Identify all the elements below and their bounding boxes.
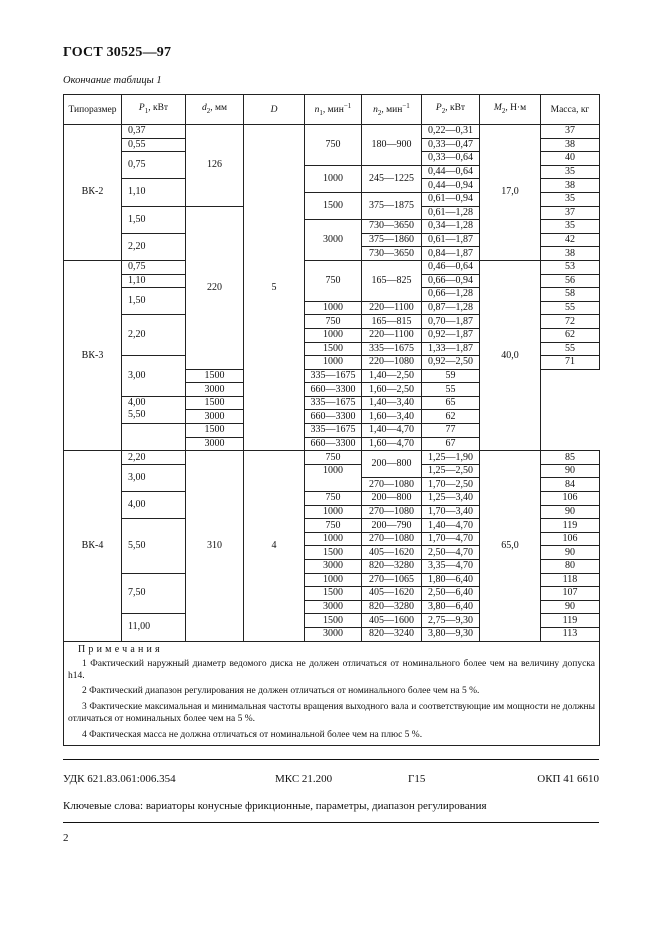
p2-cell: 1,25—1,90	[422, 451, 480, 465]
mass-cell: 118	[541, 573, 600, 587]
n2-cell: 820—3280	[362, 560, 422, 574]
n2-cell: 730—3650	[362, 220, 422, 234]
n1-cell: 1500	[186, 396, 244, 410]
n1-cell: 750	[305, 519, 362, 533]
n1-cell: 1500	[305, 614, 362, 628]
mass-cell: 90	[541, 505, 600, 519]
n1-cell: 1500	[305, 587, 362, 601]
mass-cell: 35	[541, 220, 600, 234]
p2-cell: 0,44—0,94	[422, 179, 480, 193]
mass-cell: 80	[541, 560, 600, 574]
n1-cell: 1000	[305, 356, 362, 370]
p1-cell: 0,55	[122, 138, 186, 152]
p2-cell: 1,70—4,70	[422, 532, 480, 546]
n1-cell: 1500	[186, 424, 244, 438]
p2-cell: 1,40—4,70	[422, 519, 480, 533]
mks-code: МКС 21.200	[275, 773, 333, 785]
mass-cell: 90	[541, 546, 600, 560]
n2-cell: 270—1080	[362, 505, 422, 519]
mass-cell: 58	[541, 288, 600, 302]
mass-cell: 37	[541, 125, 600, 139]
mass-cell: 84	[541, 478, 600, 492]
n1-cell: 750	[305, 260, 362, 301]
document-title: ГОСТ 30525—97	[63, 45, 172, 60]
data-table	[63, 94, 600, 746]
p2-cell: 0,92—2,50	[422, 356, 480, 370]
n1-cell: 3000	[186, 437, 244, 451]
m2-cell: 17,0	[480, 125, 541, 261]
p1-cell: 11,00	[122, 614, 186, 641]
p2-cell: 1,60—4,70	[362, 437, 422, 451]
mass-cell: 38	[541, 179, 600, 193]
type-cell: ВК-3	[64, 260, 122, 450]
p1-cell	[122, 396, 186, 423]
n2-cell: 820—3240	[362, 627, 422, 641]
notes-row	[64, 641, 600, 745]
n1-cell: 750	[305, 492, 362, 506]
header-d: D	[244, 95, 305, 125]
header-d2: $d_2$, мм	[186, 95, 244, 125]
p2-cell: 0,61—1,28	[422, 206, 480, 220]
p2-cell: 0,33—0,47	[422, 138, 480, 152]
n2-cell: 180—900	[362, 125, 422, 166]
n2-cell: 335—1675	[362, 342, 422, 356]
n2-cell: 200—790	[362, 519, 422, 533]
mass-cell: 35	[541, 192, 600, 206]
mass-cell: 113	[541, 627, 600, 641]
n1-cell: 1000	[305, 165, 362, 192]
n2-cell: 375—1860	[362, 233, 422, 247]
table-row	[64, 125, 600, 139]
n1-cell: 1500	[186, 369, 244, 383]
d2-cell: 310	[186, 451, 244, 641]
header-p2: $P_2$, кВт	[422, 95, 480, 125]
p2-cell: 0,34—1,28	[422, 220, 480, 234]
p2-cell: 0,33—0,64	[422, 152, 480, 166]
n2-cell: 660—3300	[305, 383, 362, 397]
n1-cell: 3000	[305, 600, 362, 614]
mass-cell: 72	[541, 315, 600, 329]
note-item: 2 Фактический диапазон регулирования не должен отличаться от номинального более чем на 5 %.	[82, 686, 480, 697]
table-row	[64, 260, 600, 274]
mass-cell: 38	[541, 247, 600, 261]
mass-cell: 106	[541, 492, 600, 506]
mass-cell: 35	[541, 165, 600, 179]
n2-cell: 660—3300	[305, 410, 362, 424]
n2-cell: 165—825	[362, 260, 422, 301]
n2-cell: 660—3300	[305, 437, 362, 451]
p2-cell: 1,70—2,50	[422, 478, 480, 492]
mass-cell: 38	[541, 138, 600, 152]
mass-cell: 119	[541, 519, 600, 533]
mass-cell: 67	[422, 437, 480, 451]
n1-cell: 1000	[305, 464, 362, 491]
mass-cell: 65	[422, 396, 480, 410]
p1-cell: 1,10	[122, 274, 186, 288]
p2-cell: 0,87—1,28	[422, 301, 480, 315]
p1-cell: 2,20	[122, 315, 186, 356]
p2-cell: 2,75—9,30	[422, 614, 480, 628]
n1-cell: 1000	[305, 328, 362, 342]
page-number: 2	[63, 832, 69, 844]
p2-cell: 3,80—9,30	[422, 627, 480, 641]
n1-cell: 3000	[186, 410, 244, 424]
p2-cell: 0,70—1,87	[422, 315, 480, 329]
p2-cell: 1,40—3,40	[362, 396, 422, 410]
p2-cell: 0,46—0,64	[422, 260, 480, 274]
mass-cell: 119	[541, 614, 600, 628]
header-p1: $P_1$, кВт	[122, 95, 186, 125]
mass-cell: 53	[541, 260, 600, 274]
p1-cell-empty	[122, 424, 186, 451]
p1-cell: 3,00	[122, 356, 186, 397]
m2-cell: 40,0	[480, 260, 541, 450]
n2-cell: 245—1225	[362, 165, 422, 192]
p1-cell: 1,50	[122, 288, 186, 315]
note-item: 4 Фактическая масса не должна отличаться от номинальной более чем на плюс 5 %.	[82, 729, 423, 740]
p2-cell: 0,44—0,64	[422, 165, 480, 179]
n2-cell: 405—1600	[362, 614, 422, 628]
mass-cell: 90	[541, 600, 600, 614]
table-caption: Окончание таблицы 1	[63, 75, 162, 86]
mass-cell: 106	[541, 532, 600, 546]
p2-cell: 0,84—1,87	[422, 247, 480, 261]
n2-cell: 220—1100	[362, 328, 422, 342]
p1-cell: 0,75	[122, 260, 186, 274]
d-cell: 5	[244, 125, 305, 451]
d2-cell: 126	[186, 125, 244, 207]
mass-cell: 55	[422, 383, 480, 397]
n1-cell: 1500	[305, 546, 362, 560]
p2-cell: 0,61—0,94	[422, 192, 480, 206]
notes-heading: Примечания	[78, 643, 163, 655]
n2-cell: 270—1080	[362, 478, 422, 492]
n1-cell: 1000	[305, 573, 362, 587]
divider	[63, 759, 599, 760]
n2-cell: 730—3650	[362, 247, 422, 261]
mass-cell: 107	[541, 587, 600, 601]
mass-cell: 77	[422, 424, 480, 438]
p1-cell: 7,50	[122, 573, 186, 614]
p1-value: 5,50	[128, 408, 146, 420]
n2-cell: 375—1875	[362, 192, 422, 219]
n2-cell: 335—1675	[305, 424, 362, 438]
n1-cell: 1000	[305, 532, 362, 546]
p2-cell: 1,70—3,40	[422, 505, 480, 519]
okp-code: ОКП 41 6610	[537, 773, 599, 785]
p1-cell: 1,50	[122, 206, 186, 233]
mass-cell: 62	[541, 328, 600, 342]
p1-cell: 2,20	[122, 233, 186, 260]
n2-cell: 220—1080	[362, 356, 422, 370]
mass-cell: 85	[541, 451, 600, 465]
n1-cell: 3000	[305, 560, 362, 574]
header-n1: $n_1$, мин$^{-1}$	[305, 95, 362, 125]
mass-cell: 55	[541, 301, 600, 315]
n1-cell: 750	[305, 451, 362, 465]
n1-cell: 750	[305, 125, 362, 166]
g-code: Г15	[408, 773, 426, 785]
n1-cell: 3000	[305, 220, 362, 261]
p1-cell: 4,00	[122, 492, 186, 519]
mass-cell: 62	[422, 410, 480, 424]
header-n2: $n_2$, мин$^{-1}$	[362, 95, 422, 125]
p1-cell: 3,00	[122, 464, 186, 491]
notes-cell	[64, 641, 600, 745]
p2-cell: 0,92—1,87	[422, 328, 480, 342]
n2-cell: 335—1675	[305, 396, 362, 410]
note-item: 1 Фактический наружный диаметр ведомого диска не должен отличаться от номинального более чем на величину допуска h14.	[68, 658, 595, 681]
p2-cell: 3,35—4,70	[422, 560, 480, 574]
n2-cell: 270—1080	[362, 532, 422, 546]
n2-cell: 405—1620	[362, 587, 422, 601]
p1-cell: 0,37	[122, 125, 186, 139]
n2-cell: 335—1675	[305, 369, 362, 383]
d2-cell: 220	[186, 206, 244, 369]
p1-cell: 1,10	[122, 179, 186, 206]
type-cell: ВК-4	[64, 451, 122, 641]
p2-cell: 1,33—1,87	[422, 342, 480, 356]
mass-cell: 56	[541, 274, 600, 288]
header-m2: $M_2$, Н·м	[480, 95, 541, 125]
n2-cell: 405—1620	[362, 546, 422, 560]
header-mass: Масса, кг	[541, 95, 600, 125]
p1-cell: 5,50	[122, 519, 186, 573]
mass-cell: 37	[541, 206, 600, 220]
n2-cell: 200—800	[362, 492, 422, 506]
p2-cell: 0,61—1,87	[422, 233, 480, 247]
mass-cell: 59	[422, 369, 480, 383]
p2-cell: 1,80—6,40	[422, 573, 480, 587]
p2-cell: 1,40—4,70	[362, 424, 422, 438]
n1-cell: 1500	[305, 192, 362, 219]
p2-cell: 1,40—2,50	[362, 369, 422, 383]
p1-cell: 2,20	[122, 451, 186, 465]
n2-cell: 200—800	[362, 451, 422, 478]
header-type: Типоразмер	[64, 95, 122, 125]
mass-cell: 40	[541, 152, 600, 166]
mass-cell: 42	[541, 233, 600, 247]
p2-cell: 0,22—0,31	[422, 125, 480, 139]
divider	[63, 822, 599, 823]
mass-cell: 55	[541, 342, 600, 356]
type-cell: ВК-2	[64, 125, 122, 261]
p2-cell: 2,50—6,40	[422, 587, 480, 601]
n1-cell: 1000	[305, 505, 362, 519]
p2-cell: 3,80—6,40	[422, 600, 480, 614]
n1-cell: 750	[305, 315, 362, 329]
n1-cell: 1500	[305, 342, 362, 356]
udk-code: УДК 621.83.061:006.354	[63, 773, 176, 785]
table-row	[64, 451, 600, 465]
n2-cell: 220—1100	[362, 301, 422, 315]
p1-value: 4,00	[128, 396, 146, 408]
p2-cell: 1,60—2,50	[362, 383, 422, 397]
keywords: Ключевые слова: вариаторы конусные фрикционные, параметры, диапазон регулирования	[63, 800, 487, 812]
n1-cell: 3000	[305, 627, 362, 641]
n2-cell: 165—815	[362, 315, 422, 329]
n1-cell: 1000	[305, 301, 362, 315]
mass-cell: 90	[541, 464, 600, 478]
mass-cell: 71	[541, 356, 600, 370]
note-item: 3 Фактические максимальная и минимальная частоты вращения выходного вала и соответствующие им мощности не должны отличаться от номинальных более чем на 5 %.	[68, 701, 595, 725]
table-header-row	[64, 95, 600, 125]
n2-cell: 270—1065	[362, 573, 422, 587]
classification-line	[63, 773, 599, 787]
p1-cell: 0,75	[122, 152, 186, 179]
p2-cell: 2,50—4,70	[422, 546, 480, 560]
p2-cell: 1,60—3,40	[362, 410, 422, 424]
n1-cell: 3000	[186, 383, 244, 397]
p2-cell: 1,25—2,50	[422, 464, 480, 478]
d-cell: 4	[244, 451, 305, 641]
p2-cell: 0,66—0,94	[422, 274, 480, 288]
data-table-container	[63, 94, 600, 746]
p2-cell: 0,66—1,28	[422, 288, 480, 302]
n2-cell: 820—3280	[362, 600, 422, 614]
p2-cell: 1,25—3,40	[422, 492, 480, 506]
m2-cell: 65,0	[480, 451, 541, 641]
